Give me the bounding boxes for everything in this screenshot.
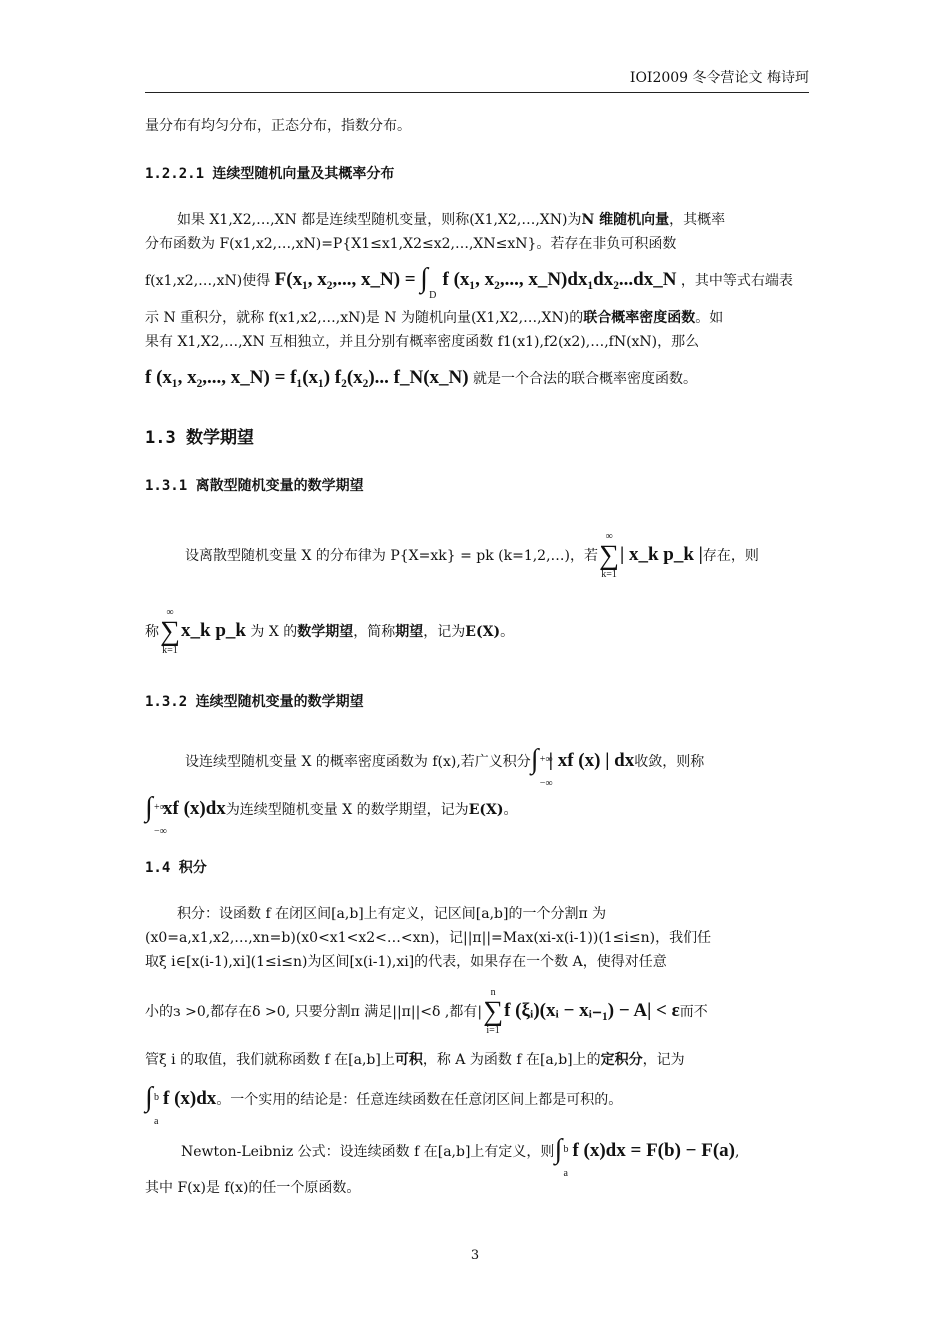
paragraph-line xyxy=(145,1178,809,1198)
heading-text: 1.3.2 连续型随机变量的数学期望 xyxy=(145,694,364,710)
integral-upper: +∞ xyxy=(539,754,553,765)
math-formula: f (x)dx = F(b) − F(a) xyxy=(572,1140,735,1161)
integral-lower: a xyxy=(563,1168,568,1179)
text: 。 xyxy=(500,624,515,640)
integral-symbol: ∫ xyxy=(420,263,428,294)
heading-text: 1.4 积分 xyxy=(145,860,207,876)
math-formula: xf (x)dx xyxy=(163,798,226,819)
text: 。一个实用的结论是：任意连续函数在任意闭区间上都是可积的。 xyxy=(216,1092,623,1108)
text: ，其概率 xyxy=(669,212,726,228)
bold-term: 定积分 xyxy=(600,1052,643,1068)
integral-lower: D xyxy=(429,290,437,301)
sum-lower: i=1 xyxy=(486,1025,500,1036)
sum-symbol: ∑ xyxy=(599,540,619,571)
integral-sign: ∫ b a xyxy=(145,1085,163,1115)
text: 而不 xyxy=(679,1004,708,1020)
integral-upper: b xyxy=(154,1092,159,1103)
section-heading-13 xyxy=(145,428,809,448)
paragraph-line xyxy=(145,234,809,254)
math-formula: F(x₁, x₂,..., x_N) = xyxy=(274,269,416,290)
text: 其中 F(x)是 f(x)的任一个原函数。 xyxy=(145,1180,361,1196)
header-text: IOI2009 冬令营论文 梅诗珂 xyxy=(629,70,809,86)
text: 积分：设函数 f 在闭区间[a,b]上有定义，记区间[a,b]的一个分割π 为 xyxy=(177,906,607,922)
integral-sign: ∫ b a xyxy=(554,1137,572,1167)
text: ，简称 xyxy=(353,624,396,640)
math-formula: f (x)dx xyxy=(163,1088,217,1109)
text: 果有 X1,X2,…,XN 互相独立，并且分别有概率密度函数 f1(x1),f2(x2),…,fN(xN)，那么 xyxy=(145,334,700,350)
paragraph-line xyxy=(145,604,809,658)
sum-upper: ∞ xyxy=(605,531,613,542)
text: 为 X 的 xyxy=(250,624,298,640)
text: f(x1,x2,…,xN)使得 xyxy=(145,273,271,289)
text: Newton-Leibniz 公式：设连续函数 f 在[a,b]上有定义，则 xyxy=(181,1144,555,1160)
text: 分布函数为 F(x1,x2,…,xN)=P{X1≤x1,X2≤x2,…,XN≤xN}。若存在非负可积函数 xyxy=(145,236,677,252)
math-formula: | xf (x) | dx xyxy=(548,750,635,771)
text: 小的з >0,都存在δ >0, 只要分割π 满足||π||<δ ,都有| xyxy=(145,1004,483,1020)
text: 量分布有均匀分布，正态分布，指数分布。 xyxy=(145,118,411,134)
bold-term: E(X) xyxy=(468,802,504,818)
summation-sign xyxy=(159,608,181,656)
integral-lower: −∞ xyxy=(539,778,553,789)
sum-upper: ∞ xyxy=(166,607,174,618)
math-formula: x_k p_k xyxy=(181,620,246,641)
text: 。如 xyxy=(695,310,724,326)
text: ，称 A 为函数 f 在[a,b]上的 xyxy=(422,1052,601,1068)
text: 设连续型随机变量 X 的概率密度函数为 f(x),若广义积分 xyxy=(185,754,531,770)
integral-sign: ∫ +∞ −∞ xyxy=(531,747,549,777)
text: 存在，则 xyxy=(702,548,759,564)
integral-upper: b xyxy=(563,1144,569,1155)
paragraph-line xyxy=(145,368,809,389)
integral-lower: −∞ xyxy=(154,826,167,837)
text: 设离散型随机变量 X 的分布律为 P{X=xk} = pk (k=1,2,…)，若 xyxy=(185,548,599,564)
text: , xyxy=(734,1144,740,1160)
text: 管ξ i 的取值，我们就称函数 f 在[a,b]上 xyxy=(145,1052,395,1068)
text: ，记为 xyxy=(423,624,466,640)
summation-sign xyxy=(598,532,620,580)
section-heading-14 xyxy=(145,858,809,878)
section-heading-131 xyxy=(145,476,809,496)
sum-symbol: ∑ xyxy=(160,616,180,647)
paragraph-line xyxy=(145,952,809,972)
section-heading-1221 xyxy=(145,164,809,184)
math-formula: | x_k p_k | xyxy=(620,544,703,565)
paragraph-line xyxy=(145,1134,809,1179)
bold-term: E(X) xyxy=(465,624,501,640)
paragraph-line xyxy=(145,744,809,789)
heading-text: 1.3 数学期望 xyxy=(145,428,254,448)
sum-upper: n xyxy=(490,987,496,998)
paragraph-line xyxy=(145,792,809,837)
paragraph-line xyxy=(145,1082,809,1127)
integral-sign: ∫ +∞ −∞ xyxy=(145,795,163,825)
bold-term: 期望 xyxy=(395,624,424,640)
section-heading-132 xyxy=(145,692,809,712)
bold-term: 联合概率密度函数 xyxy=(583,310,696,326)
paragraph-line xyxy=(145,984,809,1038)
text: 。 xyxy=(503,802,518,818)
text: 为连续型随机变量 X 的数学期望，记为 xyxy=(225,802,469,818)
paragraph-line xyxy=(145,904,809,924)
bold-term: 可积 xyxy=(394,1052,423,1068)
bold-term: 数学期望 xyxy=(297,624,354,640)
text: 称 xyxy=(145,624,159,640)
sum-lower: k=1 xyxy=(601,569,617,580)
text-line xyxy=(145,116,809,136)
bold-term: N 维随机向量 xyxy=(581,212,670,228)
summation-sign xyxy=(482,988,504,1036)
text: ，其中等式右端表 xyxy=(680,273,793,289)
paragraph-line xyxy=(145,308,809,328)
text: ，记为 xyxy=(642,1052,685,1068)
text: 如果 X1,X2,…,XN 都是连续型随机变量，则称(X1,X2,…,XN)为 xyxy=(177,212,582,228)
text: 示 N 重积分，就称 f(x1,x2,…,xN)是 N 为随机向量(X1,X2,…,XN)的 xyxy=(145,310,584,326)
paragraph-line xyxy=(145,332,809,352)
text: (x0=a,x1,x2,…,xn=b)(x0<x1<x2<…<xn)，记||π||=Max(xi-x(i-1))(1≤i≤n)，我们任 xyxy=(145,930,712,946)
integral-upper: +∞ xyxy=(154,802,167,813)
sum-lower: k=1 xyxy=(162,645,178,656)
math-formula: f (ξᵢ)(xᵢ − xᵢ₋₁) − A| < ε xyxy=(504,1000,680,1021)
paragraph-line xyxy=(145,210,809,230)
integral-lower: a xyxy=(154,1116,159,1127)
text: 收敛，则称 xyxy=(634,754,705,770)
paragraph-line xyxy=(145,928,809,948)
text: 就是一个合法的联合概率密度函数。 xyxy=(473,371,698,387)
paragraph-line xyxy=(145,528,809,582)
page-header xyxy=(145,64,809,93)
heading-text: 1.3.1 离散型随机变量的数学期望 xyxy=(145,478,364,494)
math-formula: f (x₁, x₂,..., x_N) = f₁(x₁) f₂(x₂)... f_N(x_N) xyxy=(145,367,469,388)
text: 取ξ i∈[x(i-1),xi](1≤i≤n)为区间[x(i-1),xi]的代表，如果存在一个数 A，使得对任意 xyxy=(145,954,667,970)
integral-sign xyxy=(420,263,438,301)
math-formula: f (x₁, x₂,..., x_N)dx₁dx₂...dx_N xyxy=(442,269,677,290)
paragraph-line xyxy=(145,1050,809,1070)
sum-symbol: ∑ xyxy=(483,996,504,1027)
heading-text: 1.2.2.1 连续型随机向量及其概率分布 xyxy=(145,166,395,182)
page-number: 3 xyxy=(470,1248,480,1263)
paragraph-line xyxy=(145,263,809,301)
